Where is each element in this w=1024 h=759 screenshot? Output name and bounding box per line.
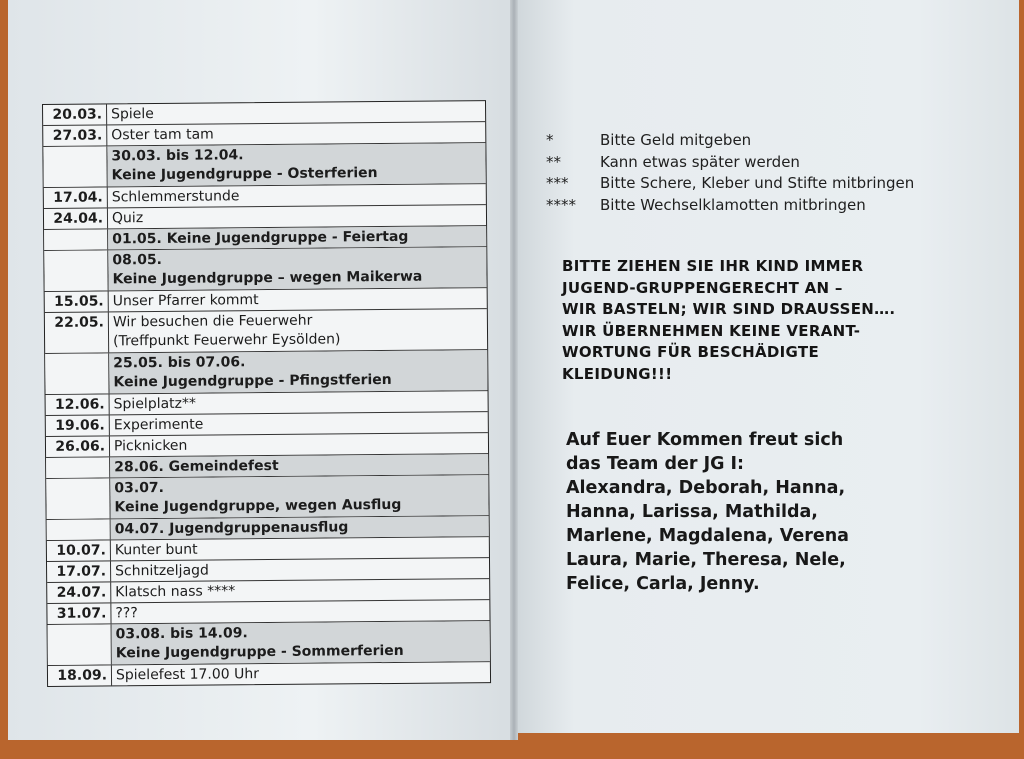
schedule-entry	[110, 433, 488, 456]
schedule-entry	[110, 412, 488, 435]
schedule-entry	[110, 475, 488, 518]
team-line: Auf Euer Kommen freut sich	[566, 430, 844, 450]
schedule-entry	[111, 558, 489, 581]
schedule-date: 24.04.	[44, 208, 108, 229]
schedule-date: 20.03.	[43, 104, 107, 125]
schedule-date: 27.03.	[43, 125, 107, 146]
schedule-entry-line: Schnitzeljagd	[115, 562, 209, 580]
legend-item	[546, 130, 914, 152]
schedule-date: 24.07.	[47, 582, 111, 603]
warning-line: WORTUNG FÜR BESCHÄDIGTE	[562, 343, 819, 361]
schedule-entry-line: Keine Jugendgruppe - Sommerferien	[115, 642, 404, 662]
legend	[546, 130, 914, 216]
schedule-date	[45, 353, 109, 394]
schedule-entry-line: Experimente	[113, 416, 204, 434]
warning-line: WIR BASTELN; WIR SIND DRAUSSEN….	[562, 300, 896, 318]
legend-stars: *	[546, 131, 554, 149]
schedule-entry-line: Oster tam tam	[111, 126, 214, 144]
schedule-entry-line: Spielplatz**	[113, 395, 197, 413]
schedule-date	[43, 146, 107, 187]
team-line: Marlene, Magdalena, Verena	[566, 526, 849, 546]
clothing-warning	[562, 256, 895, 385]
schedule-date	[44, 250, 108, 291]
schedule-date: 22.05.	[45, 312, 109, 353]
team-line: Alexandra, Deborah, Hanna,	[566, 478, 846, 498]
schedule-entry-line: Unser Pfarrer kommt	[112, 292, 259, 310]
warning-line: BITTE ZIEHEN SIE IHR KIND IMMER	[562, 257, 864, 275]
schedule-date: 17.07.	[47, 561, 111, 582]
schedule-entry	[111, 579, 489, 602]
schedule-date: 26.06.	[46, 436, 110, 457]
legend-text: Kann etwas später werden	[600, 152, 800, 171]
legend-item	[546, 173, 914, 195]
schedule-entry	[110, 454, 488, 477]
schedule-row	[48, 621, 490, 666]
team-line: Felice, Carla, Jenny.	[566, 574, 760, 594]
schedule-entry-line: Quiz	[111, 210, 144, 227]
schedule-entry-line: Keine Jugendgruppe - Pfingstferien	[113, 371, 392, 391]
schedule-row	[45, 309, 487, 354]
legend-item	[546, 195, 914, 217]
schedule-date: 15.05.	[45, 291, 109, 312]
schedule-entry	[111, 537, 489, 560]
team-greeting	[566, 428, 849, 596]
schedule-entry-line: 03.08. bis 14.09.	[115, 625, 248, 643]
schedule-date: 10.07.	[47, 540, 111, 561]
schedule-entry	[107, 143, 485, 186]
schedule-date: 19.06.	[46, 415, 110, 436]
schedule-date: 17.04.	[44, 187, 108, 208]
schedule-entry	[107, 101, 485, 124]
legend-item	[546, 152, 914, 174]
legend-text: Bitte Geld mitgeben	[600, 131, 752, 149]
schedule-entry-line: 30.03. bis 12.04.	[111, 147, 244, 165]
schedule-entry	[110, 391, 488, 414]
warning-line: JUGEND-GRUPPENGERECHT AN –	[562, 278, 843, 297]
schedule-entry-line: Keine Jugendgruppe – wegen Maikerwa	[112, 268, 423, 288]
schedule-entry-line: 25.05. bis 07.06.	[113, 354, 246, 372]
schedule-row	[46, 475, 488, 520]
schedule-entry-line: Spielefest 17.00 Uhr	[115, 666, 260, 684]
warning-line: KLEIDUNG!!!	[562, 364, 673, 383]
schedule-entry-line: 03.07.	[114, 479, 165, 497]
schedule-entry	[107, 122, 485, 145]
schedule-entry	[111, 600, 489, 623]
legend-text: Bitte Schere, Kleber und Stifte mitbringen	[600, 174, 915, 192]
schedule-entry-line: (Treffpunkt Feuerwehr Eysölden)	[113, 331, 341, 350]
team-line: das Team der JG I:	[566, 454, 745, 474]
legend-stars: **	[546, 152, 561, 171]
warning-line: WIR ÜBERNEHMEN KEINE VERANT-	[562, 321, 861, 340]
schedule-entry-line: Kunter bunt	[114, 541, 198, 559]
legend-text: Bitte Wechselklamotten mitbringen	[600, 195, 866, 214]
schedule-entry-line: 08.05.	[112, 251, 163, 269]
schedule-entry	[111, 516, 489, 539]
schedule-entry-line: 01.05. Keine Jugendgruppe - Feiertag	[112, 228, 409, 248]
schedule-entry	[108, 247, 486, 290]
schedule-date	[46, 478, 110, 519]
schedule-entry	[108, 226, 486, 249]
schedule-date	[44, 229, 108, 250]
page-fold	[510, 0, 518, 740]
schedule-row	[44, 247, 486, 292]
schedule-entry	[109, 288, 487, 311]
schedule-date: 31.07.	[47, 603, 111, 624]
schedule-row	[48, 662, 490, 686]
schedule-entry-line: Keine Jugendgruppe, wegen Ausflug	[114, 496, 402, 516]
team-line: Hanna, Larissa, Mathilda,	[566, 502, 818, 522]
schedule-entry	[109, 350, 487, 393]
schedule-entry-line: Keine Jugendgruppe - Osterferien	[111, 165, 378, 184]
legend-stars: ***	[546, 174, 569, 192]
schedule-entry-line: Picknicken	[113, 437, 188, 455]
schedule-date	[47, 519, 111, 540]
schedule-row	[43, 143, 485, 188]
schedule-entry-line: ???	[115, 605, 138, 622]
schedule-entry	[109, 309, 487, 352]
schedule-entry-line: Spiele	[111, 106, 154, 123]
schedule-entry-line: 28.06. Gemeindefest	[114, 457, 279, 476]
legend-stars: ****	[546, 195, 576, 214]
schedule-date	[48, 624, 112, 665]
schedule-date	[46, 457, 110, 478]
schedule-entry-line: Schlemmerstunde	[111, 188, 240, 206]
schedule-date: 12.06.	[46, 394, 110, 415]
schedule-table	[42, 100, 491, 687]
schedule-entry	[112, 621, 490, 664]
schedule-entry	[108, 205, 486, 228]
schedule-entry	[112, 662, 490, 685]
schedule-entry-line: Wir besuchen die Feuerwehr	[112, 312, 313, 331]
schedule-date: 18.09.	[48, 665, 112, 686]
team-line: Laura, Marie, Theresa, Nele,	[566, 550, 846, 570]
schedule-row	[45, 350, 487, 395]
schedule-entry-line: 04.07. Jugendgruppenausflug	[114, 519, 349, 538]
schedule-entry	[108, 184, 486, 207]
schedule-entry-line: Klatsch nass ****	[115, 583, 236, 601]
